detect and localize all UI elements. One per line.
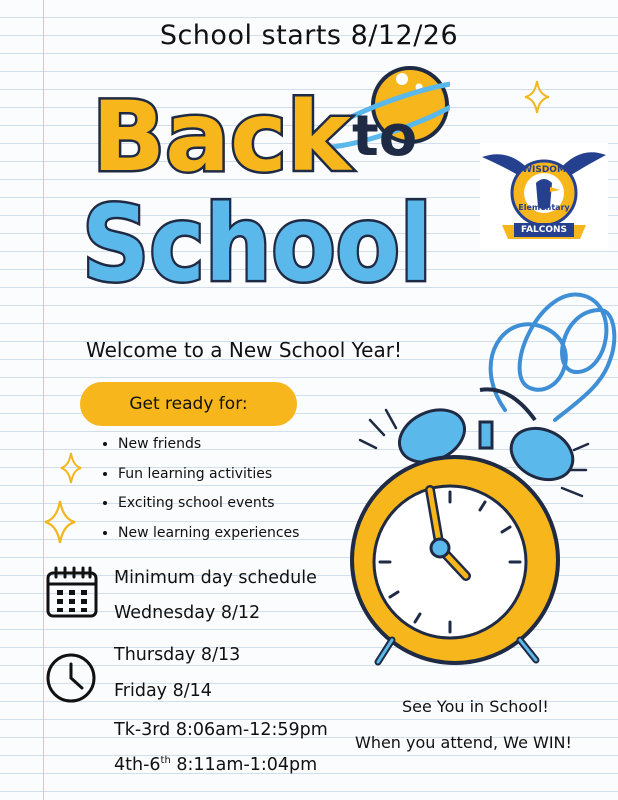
get-ready-badge [80, 382, 297, 426]
logo-school-name: WISDOM [522, 165, 566, 175]
clock-icon [45, 652, 97, 704]
svg-text:School: School [82, 183, 432, 300]
sparkle-icon [44, 500, 76, 544]
list-item: • Exciting school events [118, 489, 299, 519]
welcome-heading: Welcome to a New School Year! [86, 338, 402, 362]
get-ready-list [102, 430, 299, 548]
schedule-grades-4-6: 4th-6th 8:11am-1:04pm [114, 755, 318, 775]
svg-text:to: to [352, 104, 418, 169]
wisdom-falcons-logo [480, 143, 608, 249]
back-to-school-title [70, 55, 450, 300]
schedule-day: Thursday 8/13 [114, 645, 241, 665]
logo-falcons: FALCONS [520, 225, 568, 235]
calendar-icon [44, 564, 100, 620]
list-item: • New learning experiences [118, 519, 299, 549]
list-item: • New friends [118, 430, 299, 460]
sparkle-icon [60, 452, 82, 484]
alarm-clock-illustration [330, 270, 618, 670]
closing-line-2: When you attend, We WIN! [355, 733, 572, 752]
schedule-tk3: Tk-3rd 8:06am-12:59pm [114, 720, 328, 740]
logo-elementary: Elementary [518, 203, 570, 212]
schedule-day: Friday 8/14 [114, 681, 212, 701]
get-ready-label: Get ready for: [129, 394, 248, 414]
schedule-day: Wednesday 8/12 [114, 603, 261, 623]
closing-line-1: See You in School! [402, 697, 549, 716]
list-item: • Fun learning activities [118, 460, 299, 490]
svg-text:Back: Back [92, 81, 351, 193]
sparkle-icon [524, 80, 550, 114]
schedule-heading: Minimum day schedule [114, 568, 317, 588]
school-start-heading: School starts 8/12/26 [159, 20, 459, 51]
